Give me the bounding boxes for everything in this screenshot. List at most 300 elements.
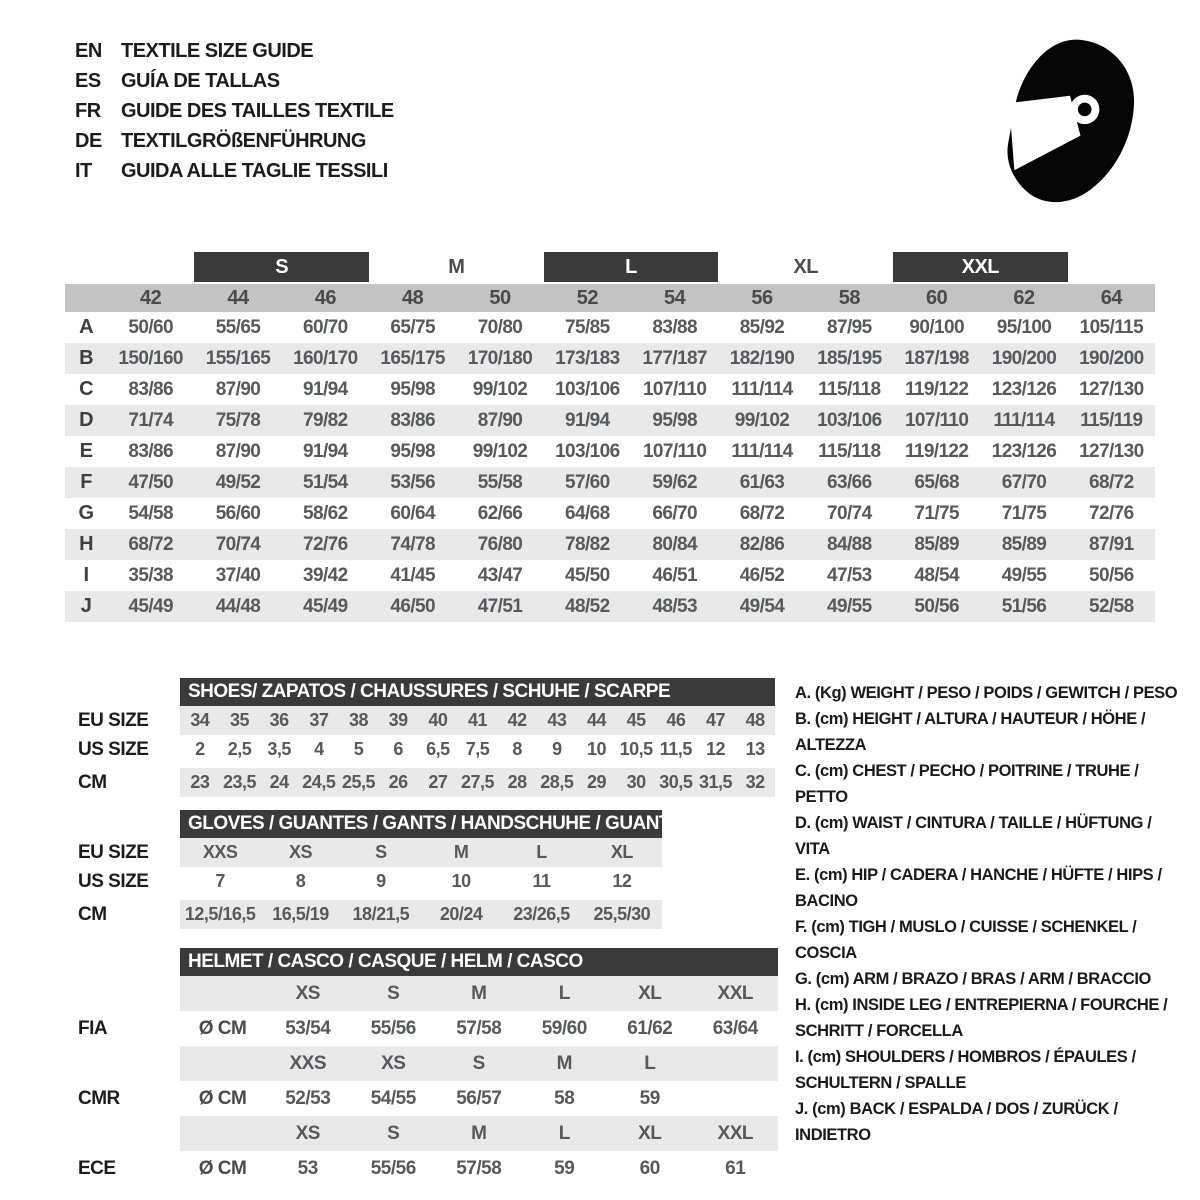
numeric-size-54: 54 [664, 286, 686, 309]
helmet-unit-cell: Ø CM [198, 1017, 247, 1039]
size-value-cell: 48/53 [652, 595, 697, 617]
size-value-cell: 59/62 [652, 471, 697, 493]
shoes-value-cell: 2,5 [227, 739, 252, 759]
size-value-cell: 55/58 [477, 471, 523, 493]
helmet-value-cell: 56/57 [456, 1087, 502, 1109]
legend-item-g: G. (cm) ARM / BRAZO / BRAS / ARM / BRACCIO [795, 970, 1151, 988]
size-value-cell: 187/198 [904, 347, 969, 369]
size-value-cell: 85/89 [1001, 533, 1047, 555]
gloves-value-cell: 11 [532, 871, 551, 891]
size-value-cell: 46/52 [739, 564, 785, 586]
size-value-cell: 49/55 [827, 595, 872, 617]
size-value-cell: 50/56 [1089, 564, 1134, 586]
measurement-row-d [65, 405, 1155, 436]
size-value-cell: 70/80 [477, 316, 523, 338]
size-value-cell: 83/86 [128, 378, 173, 400]
size-value-cell: 190/200 [991, 347, 1057, 369]
size-value-cell: 119/122 [904, 378, 969, 400]
shoes-value-cell: 25,5 [341, 772, 376, 792]
shoes-value-cell: 48 [745, 710, 765, 730]
shoes-value-cell: 7,5 [465, 739, 490, 759]
gloves-value-cell: XS [288, 842, 312, 862]
row-letter: E [79, 440, 93, 462]
size-value-cell: 103/106 [817, 409, 882, 431]
size-value-cell: 41/45 [390, 564, 435, 586]
gloves-row-label-us: US SIZE [78, 871, 149, 892]
size-value-cell: 87/95 [827, 316, 872, 338]
helmet-table [180, 976, 778, 1186]
size-value-cell: 75/85 [565, 316, 610, 338]
language-line-de [75, 126, 394, 156]
size-value-cell: 64/68 [565, 502, 610, 524]
measurement-rows [65, 312, 1155, 622]
helmet-values-row-ece [180, 1151, 778, 1186]
helmet-value-cell: 53 [297, 1157, 318, 1179]
shoes-value-cell: 46 [666, 710, 686, 730]
size-value-cell: 155/165 [205, 347, 271, 369]
size-value-cell: 70/74 [215, 533, 261, 555]
page-title: TEXTILGRÖßENFÜHRUNG [121, 129, 366, 152]
size-value-cell: 99/102 [472, 440, 528, 462]
size-value-cell: 46/50 [390, 595, 435, 617]
shoes-row-0 [180, 706, 775, 735]
size-value-cell: 48/54 [914, 564, 959, 586]
size-value-cell: 84/88 [827, 533, 872, 555]
size-group-s: S [194, 252, 369, 282]
shoes-value-cell: 27 [428, 772, 448, 792]
size-value-cell: 53/56 [390, 471, 435, 493]
size-value-cell: 50/60 [128, 316, 173, 338]
size-value-cell: 45/49 [128, 595, 173, 617]
shoes-value-cell: 28,5 [540, 772, 574, 792]
size-value-cell: 52/58 [1089, 595, 1134, 617]
row-letter: I [83, 564, 89, 586]
measurement-row-i [65, 560, 1155, 591]
size-value-cell: 54/58 [128, 502, 173, 524]
size-value-cell: 57/60 [565, 471, 610, 493]
size-value-cell: 62/66 [477, 502, 523, 524]
gloves-section-header: GLOVES / GUANTES / GANTS / HANDSCHUHE / GUANTI [180, 810, 662, 838]
size-value-cell: 127/130 [1079, 440, 1144, 462]
gloves-value-cell: M [453, 842, 469, 862]
shoes-value-cell: 31,5 [698, 772, 733, 792]
size-value-cell: 45/50 [565, 564, 610, 586]
shoes-value-cell: 44 [586, 710, 606, 730]
language-code: IT [75, 159, 92, 182]
size-value-cell: 107/110 [642, 440, 707, 462]
size-value-cell: 115/118 [818, 378, 881, 400]
row-letter: H [79, 533, 93, 555]
size-value-cell: 65/68 [914, 471, 959, 493]
size-value-cell: 55/65 [215, 316, 261, 338]
size-value-cell: 47/50 [128, 471, 173, 493]
shoes-value-cell: 23,5 [222, 772, 257, 792]
size-value-cell: 111/114 [731, 440, 793, 462]
helmet-value-cell: 53/54 [285, 1017, 331, 1039]
size-value-cell: 78/82 [565, 533, 610, 555]
shoes-value-cell: 2 [195, 739, 205, 759]
helmet-size-cell: L [644, 1052, 656, 1074]
size-value-cell: 68/72 [128, 533, 173, 555]
helmet-value-cell: 55/56 [370, 1017, 416, 1039]
shoes-value-cell: 23 [190, 772, 210, 792]
shoes-value-cell: 47 [705, 710, 725, 730]
size-value-cell: 91/94 [303, 440, 348, 462]
size-value-cell: 83/86 [390, 409, 435, 431]
size-value-cell: 44/48 [215, 595, 261, 617]
measurement-row-g [65, 498, 1155, 529]
size-value-cell: 91/94 [303, 378, 348, 400]
gloves-value-cell: 9 [376, 871, 386, 891]
shoes-row-label-cm: CM [78, 772, 107, 793]
size-value-cell: 160/170 [293, 347, 358, 369]
numeric-size-46: 46 [314, 286, 336, 309]
language-title-list [75, 36, 394, 186]
size-value-cell: 66/70 [652, 502, 697, 524]
size-group-l: L [544, 252, 719, 282]
size-value-cell: 90/100 [909, 316, 964, 338]
helmet-size-cell: XL [638, 982, 662, 1004]
gloves-value-cell: 12,5/16,5 [184, 904, 256, 924]
numeric-size-62: 62 [1013, 286, 1035, 309]
helmet-value-cell: 58 [554, 1087, 575, 1109]
helmet-size-cell: XS [295, 1122, 320, 1144]
language-code: FR [75, 99, 101, 122]
page-title: GUÍA DE TALLAS [121, 69, 280, 92]
language-code: EN [75, 39, 102, 62]
gloves-row-label-cm: CM [78, 904, 107, 925]
measurement-row-f [65, 467, 1155, 498]
gloves-value-cell: S [375, 842, 387, 862]
size-value-cell: 123/126 [991, 440, 1057, 462]
helmet-value-cell: 57/58 [456, 1017, 502, 1039]
size-value-cell: 49/52 [215, 471, 261, 493]
gloves-value-cell: 10 [451, 871, 471, 891]
size-value-cell: 50/56 [914, 595, 959, 617]
shoes-value-cell: 39 [388, 710, 408, 730]
helmet-sizes-row-cmr [180, 1046, 778, 1081]
numeric-size-header-row [65, 284, 1155, 312]
size-value-cell: 87/91 [1089, 533, 1134, 555]
shoes-row-1 [180, 735, 775, 764]
gloves-value-cell: 25,5/30 [593, 904, 651, 924]
helmet-size-cell: XL [638, 1122, 662, 1144]
size-value-cell: 119/122 [904, 440, 969, 462]
size-value-cell: 47/53 [827, 564, 872, 586]
size-value-cell: 95/98 [652, 409, 697, 431]
helmet-sizes-row-fia [180, 976, 778, 1011]
helmet-value-cell: 60 [639, 1157, 660, 1179]
helmet-sizes-spacer [180, 976, 265, 1011]
gloves-value-cell: 12 [612, 871, 632, 891]
helmet-value-cell: 63/64 [712, 1017, 758, 1039]
row-letter: C [79, 378, 93, 400]
helmet-sizes-spacer [180, 1116, 265, 1151]
size-value-cell: 87/90 [215, 378, 261, 400]
legend-item-f: F. (cm) TIGH / MUSLO / CUISSE / SCHENKEL / COSCIA [795, 918, 1137, 962]
size-value-cell: 127/130 [1079, 378, 1144, 400]
shoes-value-cell: 45 [626, 710, 646, 730]
size-value-cell: 115/118 [818, 440, 881, 462]
shoes-row-label-eu: EU SIZE [78, 710, 149, 731]
legend-item-a: A. (Kg) WEIGHT / PESO / POIDS / GEWITCH / PESO [795, 684, 1178, 702]
measurement-row-j [65, 591, 1155, 622]
shoes-value-cell: 24 [269, 772, 289, 792]
size-value-cell: 123/126 [991, 378, 1057, 400]
shoes-row-label-us: US SIZE [78, 739, 149, 760]
size-value-cell: 61/63 [739, 471, 785, 493]
helmet-size-cell: S [387, 982, 400, 1004]
size-value-cell: 70/74 [827, 502, 872, 524]
helmet-value-cell: 59 [639, 1087, 660, 1109]
size-value-cell: 68/72 [739, 502, 785, 524]
shoes-value-cell: 30,5 [659, 772, 693, 792]
helmet-size-cell: M [471, 1122, 487, 1144]
size-value-cell: 75/78 [215, 409, 261, 431]
size-value-cell: 80/84 [652, 533, 697, 555]
gloves-value-cell: 23/26,5 [513, 904, 570, 924]
gloves-value-cell: L [536, 842, 547, 862]
size-value-cell: 51/56 [1001, 595, 1047, 617]
size-value-cell: 51/54 [303, 471, 348, 493]
page-title: GUIDE DES TAILLES TEXTILE [121, 99, 394, 122]
helmet-value-cell: 59/60 [541, 1017, 587, 1039]
size-value-cell: 111/114 [993, 409, 1055, 431]
measurement-row-e [65, 436, 1155, 467]
size-value-cell: 111/114 [731, 378, 793, 400]
helmet-sizes-row-ece [180, 1116, 778, 1151]
size-value-cell: 87/90 [215, 440, 261, 462]
size-value-cell: 95/98 [390, 378, 435, 400]
size-value-cell: 177/187 [642, 347, 707, 369]
size-value-cell: 85/92 [739, 316, 785, 338]
numeric-size-42: 42 [140, 286, 162, 309]
shoes-section-header: SHOES/ ZAPATOS / CHAUSSURES / SCHUHE / SCARPE [180, 678, 775, 706]
helmet-size-cell: L [558, 982, 570, 1004]
row-letter: F [80, 471, 92, 493]
helmet-value-cell: 55/56 [370, 1157, 416, 1179]
page-title: TEXTILE SIZE GUIDE [121, 39, 314, 62]
shoes-value-cell: 6,5 [426, 739, 450, 759]
size-value-cell: 95/98 [390, 440, 435, 462]
helmet-value-cell: 57/58 [456, 1157, 502, 1179]
shoes-value-cell: 29 [586, 772, 606, 792]
size-value-cell: 58/62 [303, 502, 348, 524]
shoes-value-cell: 42 [507, 710, 527, 730]
shoes-value-cell: 28 [507, 772, 527, 792]
size-value-cell: 72/76 [303, 533, 348, 555]
size-value-cell: 103/106 [555, 440, 620, 462]
helmet-value-cell: 54/55 [370, 1087, 416, 1109]
shoes-value-cell: 41 [467, 710, 487, 730]
size-group-m: M [448, 255, 465, 278]
size-value-cell: 63/66 [827, 471, 872, 493]
shoes-value-cell: 3,5 [267, 739, 291, 759]
helmet-value-cell: 52/53 [285, 1087, 331, 1109]
language-code: DE [75, 129, 102, 152]
legend-item-j: J. (cm) BACK / ESPALDA / DOS / ZURÜCK / INDIETRO [795, 1100, 1118, 1144]
helmet-icon [995, 38, 1145, 206]
shoes-value-cell: 24,5 [302, 772, 336, 792]
size-value-cell: 65/75 [390, 316, 435, 338]
shoes-value-cell: 38 [348, 710, 368, 730]
row-letter: A [79, 316, 93, 338]
size-value-cell: 71/75 [914, 502, 959, 524]
measurement-row-c [65, 374, 1155, 405]
size-value-cell: 107/110 [642, 378, 707, 400]
shoes-value-cell: 5 [353, 739, 364, 759]
gloves-value-cell: 8 [295, 871, 306, 891]
size-value-cell: 83/88 [652, 316, 697, 338]
page-title: GUIDA ALLE TAGLIE TESSILI [121, 159, 388, 182]
size-value-cell: 49/54 [739, 595, 785, 617]
size-value-cell: 99/102 [472, 378, 528, 400]
size-value-cell: 48/52 [565, 595, 610, 617]
row-letter: B [79, 347, 93, 369]
legend-item-h: H. (cm) INSIDE LEG / ENTREPIERNA / FOURCHE / SCHRITT / FORCELLA [795, 996, 1168, 1040]
numeric-size-52: 52 [576, 286, 598, 309]
size-value-cell: 37/40 [215, 564, 261, 586]
shoes-value-cell: 30 [626, 772, 646, 792]
size-value-cell: 185/195 [817, 347, 882, 369]
language-line-en [75, 36, 394, 66]
helmet-value-cell [693, 1081, 779, 1116]
legend-item-b: B. (cm) HEIGHT / ALTURA / HAUTEUR / HÖHE / ALTEZZA [795, 710, 1146, 754]
size-value-cell: 72/76 [1089, 502, 1134, 524]
helmet-values-row-cmr [180, 1081, 778, 1116]
language-line-it [75, 156, 394, 186]
numeric-size-56: 56 [751, 286, 773, 309]
numeric-size-60: 60 [926, 286, 948, 309]
size-value-cell: 39/42 [303, 564, 348, 586]
size-value-cell: 190/200 [1079, 347, 1144, 369]
size-value-cell: 105/115 [1079, 316, 1144, 338]
shoes-value-cell: 9 [552, 739, 562, 759]
size-value-cell: 76/80 [477, 533, 523, 555]
shoes-value-cell: 27,5 [460, 772, 495, 792]
helmet-size-cell: S [472, 1052, 485, 1074]
legend-item-e: E. (cm) HIP / CADERA / HANCHE / HÜFTE / HIPS / BACINO [795, 866, 1162, 910]
gloves-value-cell: XL [610, 842, 633, 862]
size-value-cell: 56/60 [215, 502, 261, 524]
helmet-unit-cell: Ø CM [198, 1157, 247, 1179]
legend-item-i: I. (cm) SHOULDERS / HOMBROS / ÉPAULES / SCHULTERN / SPALLE [795, 1048, 1136, 1092]
numeric-size-58: 58 [838, 286, 860, 309]
gloves-row-2 [180, 900, 662, 929]
helmet-standard-label-cmr: CMR [78, 1088, 120, 1109]
numeric-size-64: 64 [1100, 286, 1122, 309]
measurement-row-b [65, 343, 1155, 374]
helmet-size-cell: XXL [717, 1122, 753, 1144]
size-value-cell: 35/38 [128, 564, 173, 586]
helmet-sizes-spacer [180, 1046, 265, 1081]
size-value-cell: 99/102 [734, 409, 790, 431]
size-value-cell: 83/86 [128, 440, 173, 462]
size-value-cell: 87/90 [477, 409, 523, 431]
helmet-size-cell: XXS [289, 1052, 327, 1074]
measurement-row-h [65, 529, 1155, 560]
shoes-table [180, 706, 775, 797]
helmet-standard-label-ece: ECE [78, 1158, 116, 1179]
size-value-cell: 107/110 [904, 409, 969, 431]
apparel-size-table [65, 252, 1155, 622]
helmet-size-cell [693, 1046, 779, 1081]
row-letter: G [78, 502, 94, 524]
gloves-value-cell: 16,5/19 [272, 904, 329, 924]
shoes-value-cell: 36 [269, 710, 289, 730]
shoes-value-cell: 11,5 [659, 739, 692, 759]
helmet-size-cell: S [387, 1122, 400, 1144]
gloves-row-label-eu: EU SIZE [78, 842, 149, 863]
shoes-value-cell: 8 [512, 739, 522, 759]
shoes-value-cell: 35 [229, 710, 249, 730]
size-value-cell: 49/55 [1001, 564, 1047, 586]
shoes-value-cell: 13 [745, 739, 765, 759]
numeric-size-48: 48 [402, 286, 424, 309]
size-value-cell: 170/180 [467, 347, 533, 369]
shoes-value-cell: 10 [586, 739, 606, 759]
size-value-cell: 95/100 [996, 316, 1052, 338]
row-letter: J [80, 595, 92, 617]
helmet-unit-cell: Ø CM [198, 1087, 247, 1109]
size-value-cell: 45/49 [303, 595, 348, 617]
size-value-cell: 71/74 [128, 409, 173, 431]
gloves-row-0 [180, 838, 662, 867]
helmet-size-cell: XS [295, 982, 320, 1004]
numeric-size-44: 44 [227, 286, 249, 309]
language-code: ES [75, 69, 101, 92]
helmet-value-cell: 61/62 [627, 1017, 673, 1039]
measurement-row-a [65, 312, 1155, 343]
size-value-cell: 85/89 [914, 533, 959, 555]
numeric-size-50: 50 [489, 286, 511, 309]
shoes-value-cell: 32 [745, 772, 765, 792]
helmet-standard-label-fia: FIA [78, 1018, 108, 1039]
helmet-section-header: HELMET / CASCO / CASQUE / HELM / CASCO [180, 948, 778, 976]
legend-item-d: D. (cm) WAIST / CINTURA / TAILLE / HÜFTUNG / VITA [795, 814, 1152, 858]
shoes-value-cell: 40 [428, 710, 448, 730]
shoes-value-cell: 26 [388, 772, 408, 792]
size-value-cell: 165/175 [380, 347, 445, 369]
gloves-table [180, 838, 662, 929]
size-value-cell: 60/70 [303, 316, 348, 338]
helmet-values-row-fia [180, 1011, 778, 1046]
helmet-value-cell: 59 [554, 1157, 575, 1179]
shoes-value-cell: 10,5 [619, 739, 653, 759]
shoes-value-cell: 6 [393, 739, 403, 759]
language-line-es [75, 66, 394, 96]
helmet-size-cell: XS [381, 1052, 406, 1074]
size-group-header-row [65, 252, 1155, 282]
size-group-xl: XL [793, 255, 818, 278]
size-value-cell: 82/86 [739, 533, 785, 555]
numeric-header-spacer [65, 284, 107, 312]
language-line-fr [75, 96, 394, 126]
helmet-size-cell: M [471, 982, 487, 1004]
legend-item-c: C. (cm) CHEST / PECHO / POITRINE / TRUHE / PETTO [795, 762, 1139, 806]
helmet-value-cell: 61 [725, 1157, 746, 1179]
size-value-cell: 173/183 [555, 347, 620, 369]
gloves-value-cell: 7 [215, 871, 225, 891]
shoes-value-cell: 12 [705, 739, 725, 759]
size-value-cell: 115/119 [1080, 409, 1143, 431]
size-value-cell: 60/64 [390, 502, 435, 524]
helmet-size-cell: L [558, 1122, 570, 1144]
shoes-row-2 [180, 768, 775, 797]
size-group-xxl: XXL [893, 252, 1068, 282]
size-value-cell: 71/75 [1001, 502, 1047, 524]
size-value-cell: 43/47 [477, 564, 523, 586]
